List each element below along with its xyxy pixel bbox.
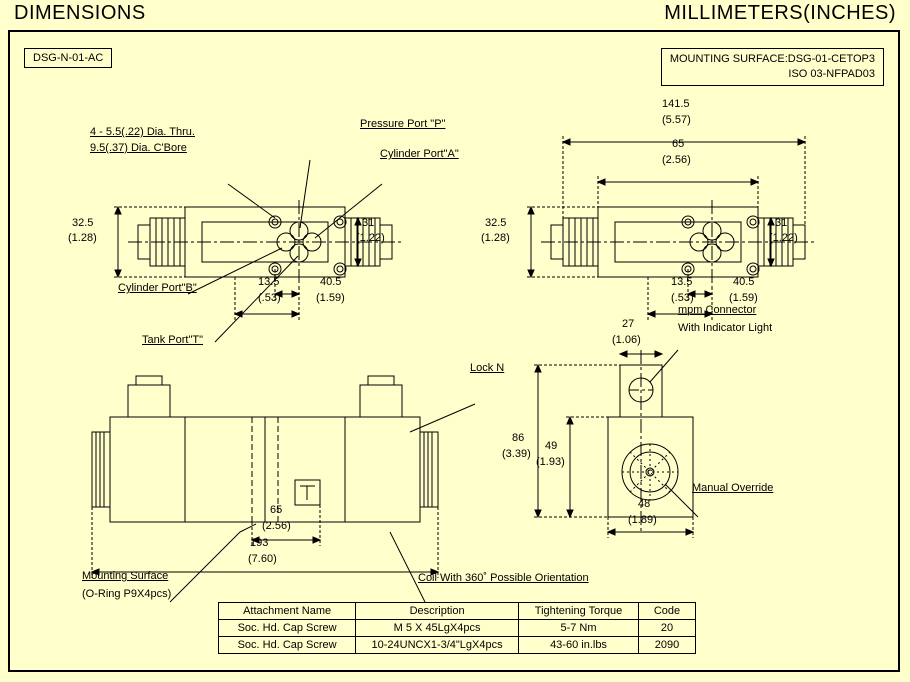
mounting-surface-line1: MOUNTING SURFACE:DSG-01-CETOP3 [669,53,875,65]
dim-br-86-mm: 86 [512,432,525,444]
callout-mounting-surface: Mounting Surface [82,570,169,582]
dim-bl-65-in: (2.56) [262,520,291,532]
mounting-surface-line2: ISO 03-NFPAD03 [788,67,875,80]
dim-bl-193-mm: 193 [250,537,269,549]
cell-code: 2090 [639,637,696,654]
dim-br-49-mm: 49 [545,440,558,452]
callout-cylinder-port-a: Cylinder Port"A" [380,148,459,160]
dim-bl-193-in: (7.60) [248,553,277,565]
dim-tr-31-mm: 31 [775,217,788,229]
callout-tank-port: Tank Port"T" [142,334,203,346]
callout-coil-orientation: Coil With 360˚ Possible Orientation [418,572,589,584]
model-tag: DSG-N-01-AC [24,48,112,68]
cell-name: Soc. Hd. Cap Screw [219,637,356,654]
dim-tl-325-mm: 32.5 [72,217,94,229]
dim-tr-405-in: (1.59) [729,292,758,304]
dim-br-48-in: (1.89) [628,514,657,526]
attachment-table [218,602,696,654]
dim-tr-325-in: (1.28) [481,232,510,244]
dim-tr-405-mm: 40.5 [733,276,755,288]
dim-br-27-mm: 27 [622,318,635,330]
table-row [219,637,696,654]
dim-tr-65-in: (2.56) [662,154,691,166]
callout-mpm-connector: mpm Connector [678,304,757,316]
dim-br-48-mm: 48 [638,498,651,510]
cell-torque: 43-60 in.lbs [518,637,638,654]
cell-code: 20 [639,620,696,637]
dim-tl-325-in: (1.28) [68,232,97,244]
dim-tl-405-mm: 40.5 [320,276,342,288]
callout-cylinder-port-b: Cylinder Port"B" [118,282,197,294]
dim-tr-135-in: (.53) [671,292,694,304]
dim-tl-135-in: (.53) [258,292,281,304]
dim-tl-31-in: (1.22) [356,232,385,244]
page-title-right: MILLIMETERS(INCHES) [664,2,896,24]
callout-manual-override: Manual Override [692,482,774,494]
page-title-left: DIMENSIONS [14,2,146,24]
callout-lock-n: Lock N [470,362,505,374]
dim-br-49-in: (1.93) [536,456,565,468]
dim-tr-1415-in: (5.57) [662,114,691,126]
cell-torque: 5-7 Nm [518,620,638,637]
cell-name: Soc. Hd. Cap Screw [219,620,356,637]
callout-oring: (O-Ring P9X4pcs) [82,588,172,600]
dim-br-27-in: (1.06) [612,334,641,346]
callout-indicator-light: With Indicator Light [678,322,773,334]
dim-tl-31-mm: 31 [362,217,375,229]
th-code: Code [639,603,696,620]
callout-pressure-port: Pressure Port "P" [360,118,446,130]
th-attachment-name: Attachment Name [219,603,356,620]
dim-tr-1415-mm: 141.5 [662,98,690,110]
dim-tl-405-in: (1.59) [316,292,345,304]
drawing-frame [8,30,900,672]
mounting-surface-tag [661,48,884,86]
dim-tr-135-mm: 13.5 [671,276,693,288]
callout-cbore: 9.5(.37) Dia. C'Bore [90,142,187,154]
dim-tr-325-mm: 32.5 [485,217,507,229]
th-description: Description [356,603,519,620]
dim-tl-135-mm: 13.5 [258,276,280,288]
dim-tr-65-mm: 65 [672,138,685,150]
table-row [219,620,696,637]
dim-br-86-in: (3.39) [502,448,531,460]
th-torque: Tightening Torque [518,603,638,620]
table-header-row [219,603,696,620]
cell-description: M 5 X 45LgX4pcs [356,620,519,637]
cell-description: 10-24UNCX1-3/4"LgX4pcs [356,637,519,654]
dim-bl-65-mm: 65 [270,504,283,516]
callout-thru-hole: 4 - 5.5(.22) Dia. Thru. [90,126,195,138]
dim-tr-31-in: (1.22) [769,232,798,244]
